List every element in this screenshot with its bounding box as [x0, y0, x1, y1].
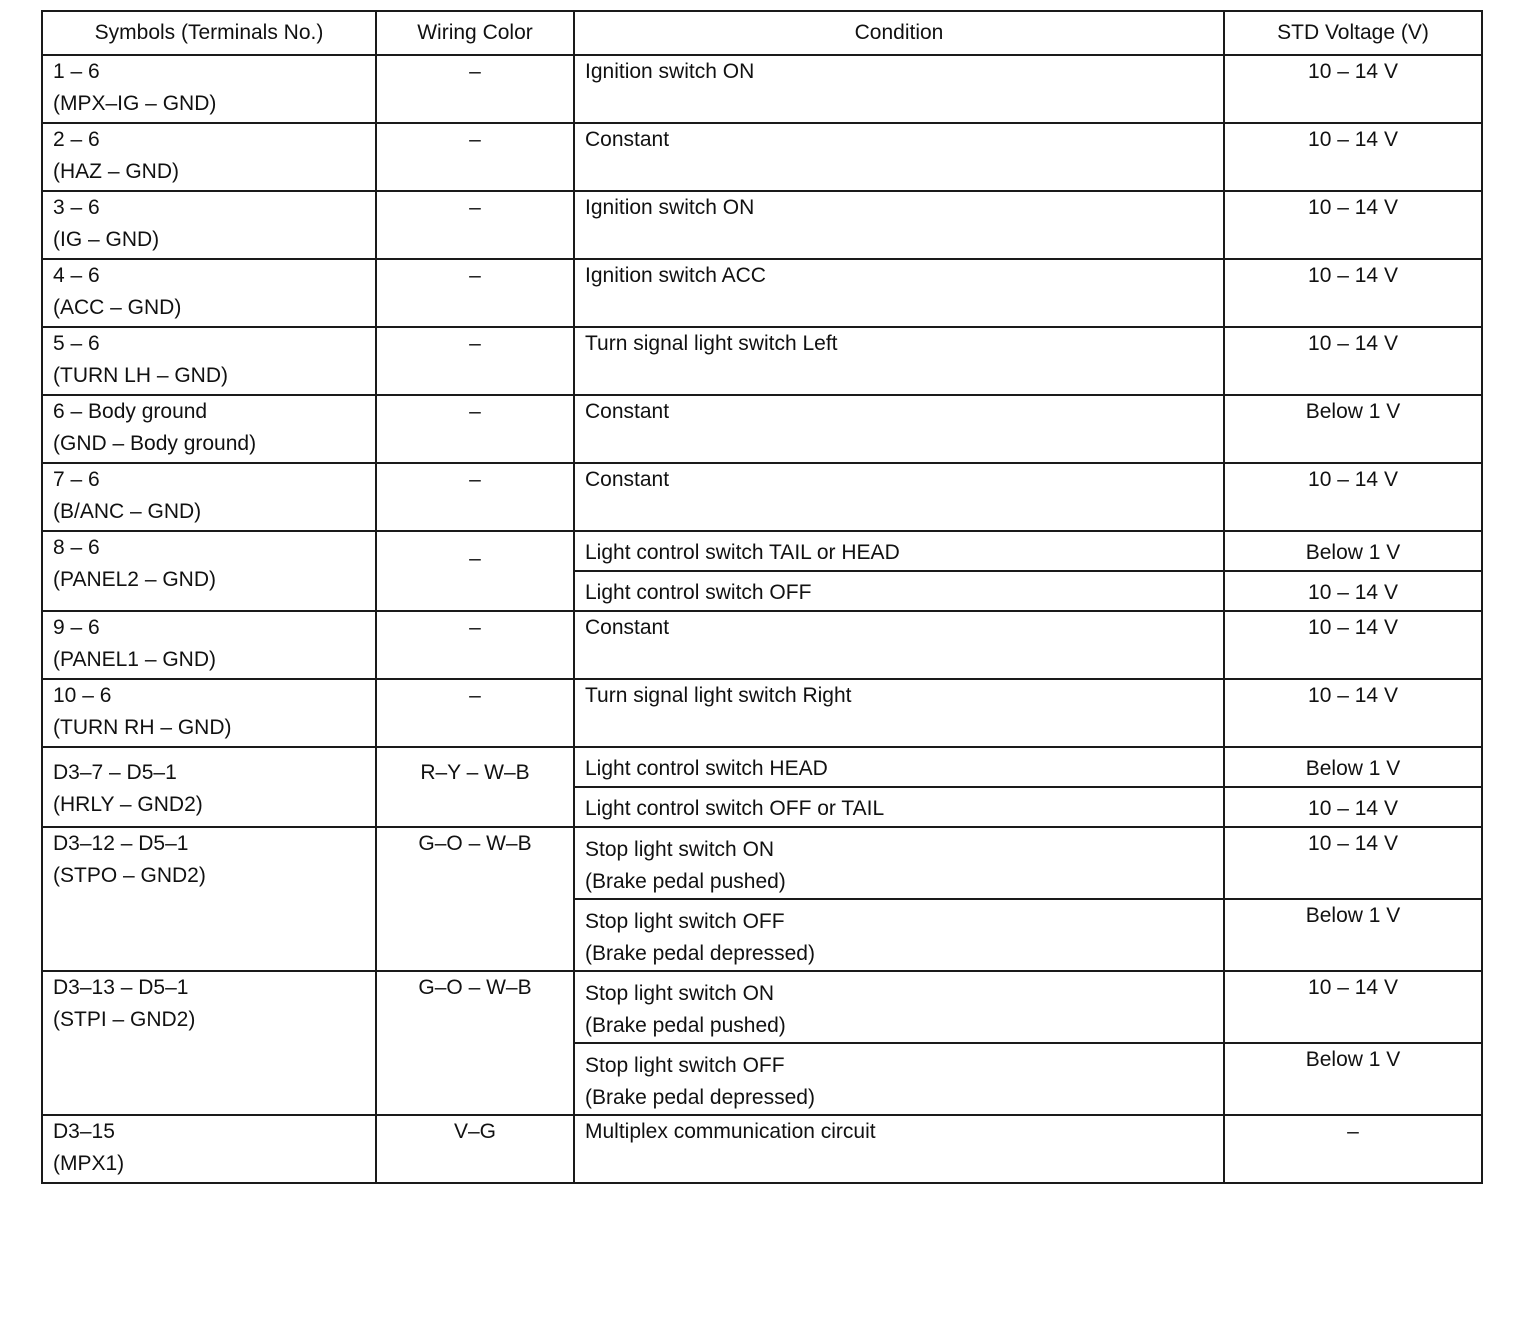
terminal-cell — [42, 259, 376, 327]
wiring-color: – — [376, 463, 574, 531]
std-voltage: 10 – 14 V — [1224, 827, 1482, 899]
terminal-symbols: (TURN LH – GND) — [53, 364, 229, 387]
terminal-symbols: (GND – Body ground) — [53, 432, 257, 455]
condition: Ignition switch ACC — [574, 259, 1224, 327]
terminal-symbols: (HRLY – GND2) — [53, 793, 203, 816]
wiring-color: – — [376, 123, 574, 191]
terminal-cell — [42, 827, 376, 971]
std-voltage: 10 – 14 V — [1224, 787, 1482, 827]
table-row — [42, 531, 1482, 571]
terminal-numbers: 3 – 6 — [53, 196, 100, 219]
condition: Light control switch OFF — [574, 571, 1224, 611]
std-voltage: 10 – 14 V — [1224, 259, 1482, 327]
condition-line-1: Stop light switch OFF — [585, 1054, 785, 1077]
std-voltage: 10 – 14 V — [1224, 327, 1482, 395]
terminal-numbers: 5 – 6 — [53, 332, 100, 355]
table-row — [42, 747, 1482, 787]
std-voltage: 10 – 14 V — [1224, 971, 1482, 1043]
terminal-numbers: 1 – 6 — [53, 60, 100, 83]
table-row — [42, 123, 1482, 191]
table-row — [42, 327, 1482, 395]
wiring-color: – — [376, 395, 574, 463]
table-row — [42, 259, 1482, 327]
std-voltage: Below 1 V — [1224, 531, 1482, 571]
condition: Constant — [574, 611, 1224, 679]
wiring-color: – — [376, 259, 574, 327]
condition — [574, 827, 1224, 899]
table-row — [42, 827, 1482, 899]
condition: Ignition switch ON — [574, 191, 1224, 259]
condition — [574, 971, 1224, 1043]
terminal-numbers: 4 – 6 — [53, 264, 100, 287]
terminal-cell — [42, 747, 376, 827]
terminal-cell — [42, 123, 376, 191]
table-row — [42, 971, 1482, 1043]
table-row — [42, 679, 1482, 747]
terminal-cell — [42, 679, 376, 747]
table-row — [42, 55, 1482, 123]
std-voltage: – — [1224, 1115, 1482, 1183]
terminal-numbers: 10 – 6 — [53, 684, 112, 707]
wiring-color: – — [376, 679, 574, 747]
terminal-symbols: (PANEL1 – GND) — [53, 648, 216, 671]
table-row — [42, 611, 1482, 679]
std-voltage: Below 1 V — [1224, 747, 1482, 787]
terminal-numbers: 9 – 6 — [53, 616, 100, 639]
condition: Turn signal light switch Right — [574, 679, 1224, 747]
condition-line-1: Stop light switch ON — [585, 982, 775, 1005]
condition: Constant — [574, 463, 1224, 531]
table-row — [42, 395, 1482, 463]
condition-line-1: Stop light switch OFF — [585, 910, 785, 933]
condition: Light control switch HEAD — [574, 747, 1224, 787]
header-std-voltage: STD Voltage (V) — [1224, 11, 1482, 55]
condition — [574, 899, 1224, 971]
terminal-cell — [42, 327, 376, 395]
std-voltage: Below 1 V — [1224, 1043, 1482, 1115]
terminal-cell — [42, 531, 376, 611]
terminal-symbols: (MPX1) — [53, 1152, 125, 1175]
std-voltage: 10 – 14 V — [1224, 191, 1482, 259]
condition: Constant — [574, 395, 1224, 463]
std-voltage: 10 – 14 V — [1224, 679, 1482, 747]
terminal-symbols: (MPX–IG – GND) — [53, 92, 217, 115]
wiring-color: – — [376, 55, 574, 123]
terminal-cell — [42, 395, 376, 463]
terminal-symbols: (IG – GND) — [53, 228, 160, 251]
wiring-color: V–G — [376, 1115, 574, 1183]
terminal-numbers: 6 – Body ground — [53, 400, 208, 423]
header-condition: Condition — [574, 11, 1224, 55]
terminal-numbers: D3–7 – D5–1 — [53, 761, 177, 784]
terminal-symbols: (PANEL2 – GND) — [53, 568, 216, 591]
wiring-color: – — [376, 531, 574, 611]
terminal-symbols: (STPI – GND2) — [53, 1008, 196, 1031]
table-row — [42, 463, 1482, 531]
terminal-numbers: D3–13 – D5–1 — [53, 976, 189, 999]
std-voltage: Below 1 V — [1224, 899, 1482, 971]
std-voltage: 10 – 14 V — [1224, 571, 1482, 611]
terminal-symbols: (ACC – GND) — [53, 296, 182, 319]
condition: Ignition switch ON — [574, 55, 1224, 123]
terminal-numbers: 8 – 6 — [53, 536, 100, 559]
std-voltage: 10 – 14 V — [1224, 123, 1482, 191]
condition-line-2: (Brake pedal pushed) — [585, 1014, 786, 1037]
wiring-color: – — [376, 327, 574, 395]
condition: Multiplex communication circuit — [574, 1115, 1224, 1183]
std-voltage: 10 – 14 V — [1224, 611, 1482, 679]
wiring-color: – — [376, 611, 574, 679]
condition: Light control switch TAIL or HEAD — [574, 531, 1224, 571]
table-row — [42, 1115, 1482, 1183]
terminal-symbols: (HAZ – GND) — [53, 160, 179, 183]
terminal-cell — [42, 1115, 376, 1183]
header-symbols: Symbols (Terminals No.) — [42, 11, 376, 55]
std-voltage: 10 – 14 V — [1224, 463, 1482, 531]
condition: Turn signal light switch Left — [574, 327, 1224, 395]
condition-line-2: (Brake pedal pushed) — [585, 870, 786, 893]
terminal-numbers: 2 – 6 — [53, 128, 100, 151]
table-row — [42, 191, 1482, 259]
header-row — [42, 11, 1482, 55]
wiring-color: G–O – W–B — [376, 971, 574, 1115]
terminal-symbols: (TURN RH – GND) — [53, 716, 232, 739]
condition-line-1: Stop light switch ON — [585, 838, 775, 861]
condition-line-2: (Brake pedal depressed) — [585, 942, 815, 965]
wiring-color: R–Y – W–B — [376, 747, 574, 827]
condition: Constant — [574, 123, 1224, 191]
std-voltage: 10 – 14 V — [1224, 55, 1482, 123]
wiring-color: – — [376, 191, 574, 259]
terminal-numbers: D3–15 — [53, 1120, 115, 1143]
header-wiring-color: Wiring Color — [376, 11, 574, 55]
terminal-cell — [42, 191, 376, 259]
terminal-numbers: D3–12 – D5–1 — [53, 832, 189, 855]
std-voltage: Below 1 V — [1224, 395, 1482, 463]
terminal-cell — [42, 55, 376, 123]
terminal-cell — [42, 611, 376, 679]
terminal-voltage-table — [41, 10, 1483, 1184]
condition: Light control switch OFF or TAIL — [574, 787, 1224, 827]
terminal-symbols: (B/ANC – GND) — [53, 500, 202, 523]
terminal-cell — [42, 971, 376, 1115]
condition — [574, 1043, 1224, 1115]
terminal-numbers: 7 – 6 — [53, 468, 100, 491]
terminal-cell — [42, 463, 376, 531]
condition-line-2: (Brake pedal depressed) — [585, 1086, 815, 1109]
wiring-color: G–O – W–B — [376, 827, 574, 971]
terminal-symbols: (STPO – GND2) — [53, 864, 206, 887]
